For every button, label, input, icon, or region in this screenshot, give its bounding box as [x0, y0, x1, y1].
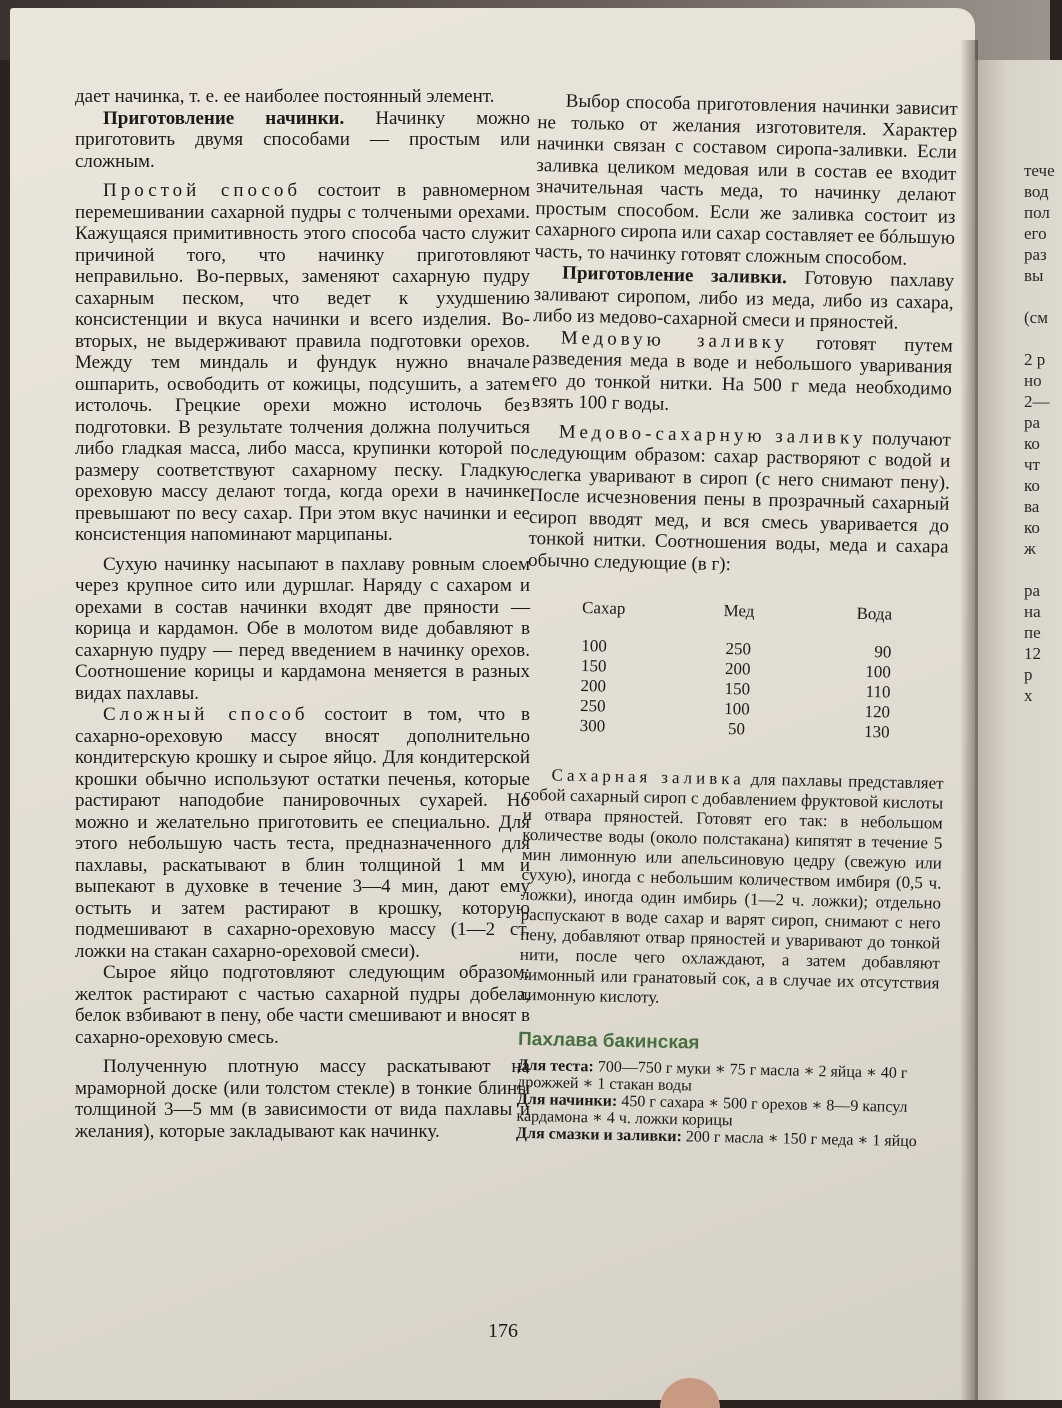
paragraph-text: Готовую пахлаву заливают сиропом, либо из меда, либо из сахара, либо из медово-сахарной смеси и пряностей. — [533, 267, 955, 334]
facing-page-fragment: пе — [1024, 623, 1041, 642]
facing-page-fragment: тече — [1024, 161, 1055, 180]
facing-page-fragment: 12 — [1024, 644, 1041, 663]
paragraph-filling-intro — [75, 108, 530, 173]
ingredient-label: Для начинки: — [516, 1090, 618, 1110]
ingredient-text: 700—750 г муки ∗ 75 г масла ∗ 2 яйца ∗ 40 г дрожжей ∗ 1 стакан воды — [517, 1057, 908, 1094]
facing-page-fragment: на — [1024, 602, 1041, 621]
table-cell-water: 120 — [864, 701, 891, 722]
facing-page-fragment: раз — [1024, 245, 1047, 264]
facing-page-fragment: вод — [1024, 182, 1049, 201]
facing-page-fragment: ж — [1024, 539, 1036, 558]
section-heading-syrup: Приготовление заливки. — [561, 262, 788, 289]
paragraph-dry-filling: Сухую начинку насыпают в пахлаву ровным слоем через крупное сито или дуршлаг. Наряду с сахаром и орехами в состав начинки входят две пряности — корица и кардамон. Обе в молотом виде добавляют в сахарную пудру — перед введением в начинку орехов. Соотношение корицы и кардамона меняется в разных видах пахлавы. — [75, 553, 530, 704]
facing-page-fragment — [1024, 286, 1055, 307]
table-cell-honey: 50 — [727, 719, 746, 739]
term-simple-method: Простой способ — [103, 180, 302, 201]
facing-page-fragment: его — [1024, 224, 1047, 243]
facing-page-fragment: ра — [1024, 581, 1041, 600]
facing-page-fragment: ва — [1024, 497, 1040, 516]
spine-shadow — [960, 40, 978, 1400]
right-column — [516, 90, 958, 1150]
facing-page — [972, 60, 1062, 1400]
paragraph-text: получают следующим образом: сахар растворяют с водой и слегка уваривают в сироп (с него снимают пену). После исчезновения пены в прозрачный сахарный сироп вводят мед, и вся смесь уваривается до тонкой нитки. Соотношения воды, меда и сахара обычно следующие (в г): — [527, 427, 952, 575]
term-honey-sugar-syrup: Медово-сахарную заливку — [558, 421, 867, 449]
paragraph-text: состоит в равномерном перемешивании сахарной пудры с толчеными орехами. Кажущаяся примитивность этого способа часто служит причиной того, что начинку приготовляют неправильно. Во-первых, заменяют сахарную пудру сахарным песком, что ведет к ухудшению консистенции и вкуса начинки и всего изделия. Во-вторых, не выдерживают правила подготовки орехов. Между тем миндаль и фундук нужно вначале ошпарить, освободить от кожицы, подсушить, а затем истолочь. Грецкие орехи можно истолочь без подготовки. В результате толчения должна получиться либо гладкая масса, либо масса, крупинки которой по размеру соответствуют сахарному песку. Гладкую ореховую массу делают тогда, когда орехи в начинке превышают по весу сахар. При этом вкус начинки и ее консистенция напоминают марципаны. — [75, 180, 530, 545]
table-cell-sugar: 150 — [580, 656, 607, 676]
facing-page-fragment: (см — [1024, 308, 1048, 327]
facing-page-fragment: пол — [1024, 203, 1050, 222]
paragraph-honey-sugar-syrup — [528, 420, 951, 579]
facing-page-fragment: ко — [1024, 476, 1040, 495]
table-cell-honey: 250 — [725, 639, 752, 659]
facing-page-text — [1024, 160, 1055, 706]
paragraph-raw-egg: Сырое яйцо подготовляют следующим образом: желток растирают с частью сахарной пудры добела, белок взбивают в пену, обе части смешивают и вносят в сахарно-ореховую смесь. — [75, 962, 530, 1048]
table-cell-honey: 150 — [724, 679, 751, 699]
facing-page-fragment: х — [1024, 686, 1033, 705]
table-cell-sugar: 300 — [579, 716, 606, 736]
table-header-sugar: Сахар — [581, 598, 626, 618]
facing-page-fragment: ра — [1024, 413, 1041, 432]
table-cell-water: 130 — [863, 721, 890, 742]
section-heading-filling: Приготовление начинки. — [103, 107, 345, 129]
table-header-honey: Мед — [723, 601, 755, 621]
left-column — [75, 86, 530, 1142]
facing-page-fragment: ко — [1024, 434, 1040, 453]
paragraph-method-choice: Выбор способа приготовления начинки зависит не только от желания изготовителя. Характер начинки связан с составом сиропа-заливки. Если заливка целиком медовая или в состав ее входит значительная часть меда, то начинку делают простым способом. Если же заливка состоит из сахарного сиропа или сахар составляет ее бóльшую часть, то начинку готовят сложным способом. — [534, 90, 958, 270]
term-complex-method: Сложный способ — [103, 704, 309, 725]
term-sugar-syrup: Сахарная заливка — [551, 765, 746, 789]
facing-page-fragment: но — [1024, 371, 1042, 390]
facing-page-fragment: р — [1024, 665, 1033, 684]
paragraph-syrup-intro — [533, 262, 954, 335]
table-cell-water: 100 — [865, 661, 892, 682]
paragraph-sugar-syrup — [519, 765, 944, 1014]
paragraph-complex-method — [75, 704, 530, 962]
term-honey-syrup: Медовую заливку — [560, 327, 789, 353]
recipe-title: Пахлава бакинская — [517, 1028, 700, 1054]
table-header-water: Вода — [856, 603, 893, 624]
paragraph-simple-method — [75, 180, 530, 546]
ingredient-label: Для теста: — [517, 1056, 595, 1075]
table-cell-sugar: 250 — [579, 696, 606, 716]
ratio-table — [579, 598, 902, 743]
facing-page-fragment: 2— — [1024, 392, 1050, 411]
table-header-row — [582, 598, 903, 643]
table-cell-honey: 200 — [724, 659, 751, 679]
facing-page-fragment — [1024, 328, 1055, 349]
table-cell-water: 110 — [865, 681, 891, 702]
table-cell-water: 90 — [874, 642, 892, 662]
facing-page-fragment: ко — [1024, 518, 1040, 537]
table-cell-sugar: 200 — [580, 676, 607, 696]
paragraph-text: состоит в том, что в сахарно-ореховую массу вносят дополнительно кондитерскую крошку и сырое яйцо. Для кондитерской крошки обычно используют остатки печенья, которые растирают наподобие панировочных сухарей. Но можно и желательно приготовить ее специально. Для этого небольшую часть теста, предназначенного для пахлавы, раскатывают в блин толщиной 1 мм и выпекают в духовке в течение 3—4 мин, дают ему остыть и затем растирают в крошку, которую подмешивают в сахарно-ореховую массу (1—2 ст. ложки на стакан сахарно-ореховой смеси). — [75, 704, 530, 962]
facing-page-fragment: вы — [1024, 266, 1044, 285]
paragraph-rolling: Полученную плотную массу раскатывают на мраморной доске (или толстом стекле) в тонкие блины толщиной 3—5 мм (в зависимости от вида пахлавы и желания), которые закладывают как начинку. — [75, 1056, 530, 1142]
paragraph-continuation: дает начинка, т. е. ее наиболее постоянный элемент. — [75, 86, 495, 107]
ingredients-list — [516, 1056, 938, 1150]
paragraph-text: готовят путем разведения меда в воде и небольшого уваривания его до тонкой нитки. На 500 г меда необходимо взять 100 г воды. — [531, 331, 953, 415]
ingredient-text: 450 г сахара ∗ 500 г орехов ∗ 8—9 капсул кардамона ∗ 4 ч. ложки корицы — [516, 1092, 908, 1129]
ingredient-label: Для смазки и заливки: — [515, 1124, 683, 1145]
facing-page-fragment: 2 р — [1024, 350, 1046, 369]
table-cell-sugar: 100 — [581, 636, 608, 656]
paragraph-text: для пахлавы представляет собой сахарный сироп с добавлением фруктовой кислоты и отвара пряностей. Готовят его так: в небольшом количестве воды (около полстакана) кипятят в течение 5 мин лимонную или апельсиновую цедру (свежую или сухую), иногда с небольшим количеством имбиря (0,5 ч. ложки), иногда один имбирь (1—2 ч. ложки); отдельно распускают в воде сахар и варят сироп, снимают с него пену, добавляют отвар пряностей и уваривают до тонкой нити, после чего охлаждают, а затем добавляют лимонный или гранатовый сок, а в случае их отсутствия лимонную кислоту. — [518, 769, 944, 1007]
table-cell-honey: 100 — [724, 699, 750, 719]
ingredient-text: 200 г масла ∗ 150 г меда ∗ 1 яйцо — [681, 1127, 917, 1150]
paragraph-honey-syrup — [531, 326, 953, 421]
facing-page-fragment: чт — [1024, 455, 1040, 474]
page-number: 176 — [488, 1320, 518, 1342]
paragraph-text: Начинку можно приготовить двумя способами — простым или сложным. — [75, 107, 531, 172]
facing-page-fragment — [1024, 559, 1055, 580]
